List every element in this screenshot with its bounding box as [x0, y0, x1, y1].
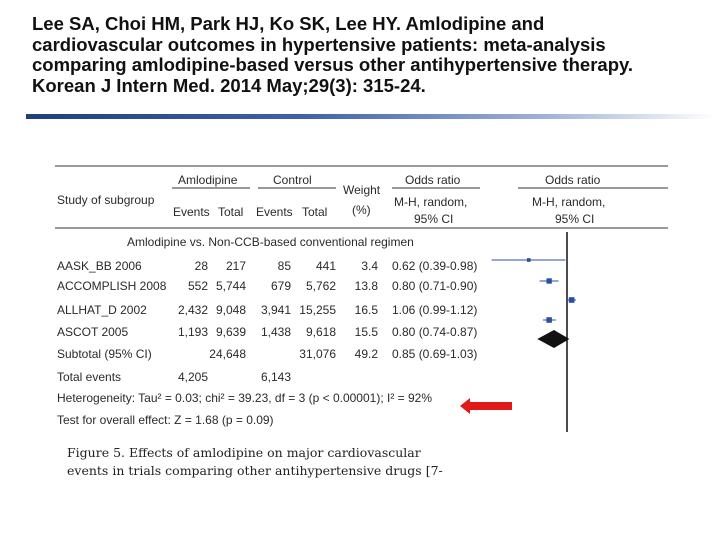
- total-control: 441: [315, 259, 336, 273]
- events-control: 3,941: [260, 303, 291, 317]
- subtotal-ci: 0.85 (0.69-1.03): [392, 347, 478, 361]
- study-name: ACCOMPLISH 2008: [57, 279, 167, 293]
- caption-line-1: Figure 5. Effects of amlodipine on major cardiovascular: [67, 445, 421, 460]
- method-right-2: 95% CI: [555, 212, 595, 226]
- weight-value: 15.5: [354, 325, 378, 339]
- total-events-row: [57, 370, 291, 384]
- table-row: [57, 259, 477, 273]
- heterogeneity-text: Heterogeneity: Tau² = 0.03; chi² = 39.23, df = 3 (p < 0.00001); I² = 92%: [57, 391, 433, 405]
- events-amlodipine: 2,432: [177, 303, 208, 317]
- total-control: 15,255: [299, 303, 336, 317]
- events-amlodipine: 28: [194, 259, 208, 273]
- or-ci-value: 1.06 (0.99-1.12): [392, 303, 478, 317]
- total-events-label: Total events: [57, 370, 122, 384]
- subtotal-label: Subtotal (95% CI): [57, 347, 152, 361]
- method-left-1: M-H, random,: [394, 195, 468, 209]
- study-marker: [546, 317, 552, 323]
- total-control: 9,618: [305, 325, 336, 339]
- table-row: [57, 303, 477, 317]
- table-row: [57, 325, 477, 339]
- events-amlodipine: 1,193: [177, 325, 208, 339]
- weight-value: 3.4: [361, 259, 378, 273]
- title-line-1: Lee SA, Choi HM, Park HJ, Ko SK, Lee HY. Amlodipine and: [32, 13, 545, 34]
- or-right-header: Odds ratio: [545, 173, 601, 187]
- events-control: 1,438: [260, 325, 291, 339]
- weight-value: 13.8: [354, 279, 378, 293]
- study-marker: [546, 278, 551, 283]
- total1-header: Total: [218, 205, 244, 219]
- weight-unit: (%): [352, 203, 371, 217]
- events2-header: Events: [256, 205, 293, 219]
- study-marker: [527, 258, 531, 262]
- subtotal-row: [57, 347, 477, 361]
- study-name: ASCOT 2005: [57, 325, 129, 339]
- weight-value: 16.5: [354, 303, 378, 317]
- subtotal-total-amlodipine: 24,648: [209, 347, 246, 361]
- total-amlodipine: 9,048: [215, 303, 246, 317]
- amlodipine-header: Amlodipine: [178, 173, 238, 187]
- events-control: 85: [277, 259, 291, 273]
- total-amlodipine: 217: [225, 259, 246, 273]
- or-ci-value: 0.62 (0.39-0.98): [392, 259, 478, 273]
- study-name: AASK_BB 2006: [57, 259, 142, 273]
- study-marker: [569, 297, 575, 303]
- caption-line-2: events in trials comparing other antihypertensive drugs [7-: [67, 463, 443, 478]
- method-right-1: M-H, random,: [532, 195, 606, 209]
- method-left-2: 95% CI: [414, 212, 454, 226]
- or-left-header: Odds ratio: [405, 173, 461, 187]
- subtotal-diamond: [537, 330, 569, 348]
- events1-header: Events: [173, 205, 210, 219]
- overall-effect-text: Test for overall effect: Z = 1.68 (p = 0.09): [57, 413, 274, 427]
- table-row: [57, 279, 477, 293]
- or-ci-value: 0.80 (0.71-0.90): [392, 279, 478, 293]
- study-name: ALLHAT_D 2002: [57, 303, 147, 317]
- title-line-2: cardiovascular outcomes in hypertensive patients: meta-analysis: [32, 33, 606, 55]
- events-control: 679: [270, 279, 291, 293]
- events-amlodipine: 552: [187, 279, 208, 293]
- red-arrow-icon: [460, 398, 512, 414]
- control-header: Control: [273, 173, 312, 187]
- or-ci-value: 0.80 (0.74-0.87): [392, 325, 478, 339]
- title-line-4: Korean J Intern Med. 2014 May;29(3): 315-24.: [32, 74, 426, 96]
- total-amlodipine: 5,744: [215, 279, 246, 293]
- total-events-amlodipine: 4,205: [177, 370, 208, 384]
- total-amlodipine: 9,639: [215, 325, 246, 339]
- weight-header: Weight: [343, 183, 381, 197]
- title-line-3: comparing amlodipine-based versus other antihypertensive therapy.: [32, 54, 634, 75]
- total2-header: Total: [302, 205, 328, 219]
- subtotal-weight: 49.2: [354, 347, 378, 361]
- subtotal-total-control: 31,076: [299, 347, 336, 361]
- study-header: Study of subgroup: [57, 193, 155, 207]
- total-control: 5,762: [305, 279, 336, 293]
- total-events-control: 6,143: [260, 370, 291, 384]
- subgroup-label: Amlodipine vs. Non-CCB-based conventional regimen: [127, 235, 414, 249]
